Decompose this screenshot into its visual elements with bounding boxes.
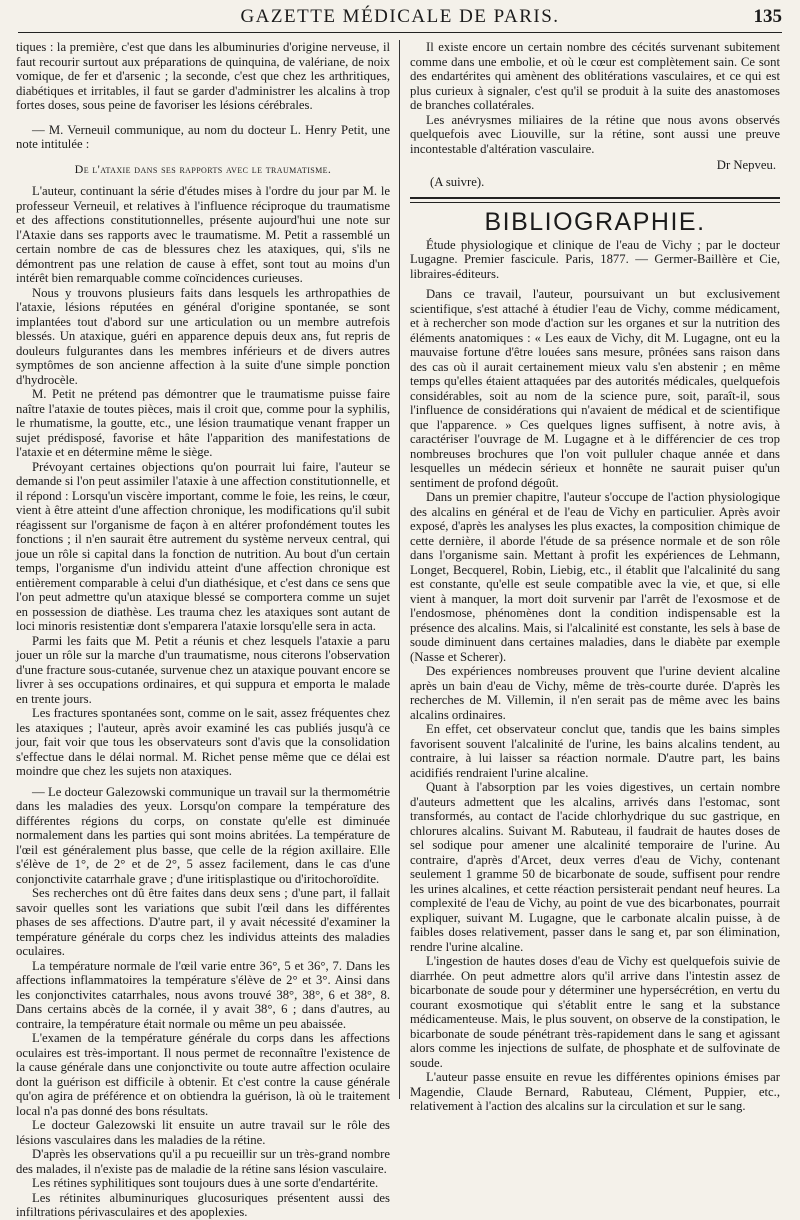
paragraph: Ses recherches ont dû être faites dans deux sens ; d'une part, il fallait savoir quelles sont les variations que subit l'œil dans les différentes phases de ses affections. D'autre part, il y avait nécessité d'examiner la température générale du corps chez les individus atteints des maladies oculaires.: [16, 886, 390, 958]
paragraph: — M. Verneuil communique, au nom du docteur L. Henry Petit, une note intitulée :: [16, 122, 390, 151]
paragraph: D'après les observations qu'il a pu recueillir sur un très-grand nombre des malades, il n'existe pas de maladie de la rétine sans lésion vasculaire.: [16, 1147, 390, 1176]
book-reference: Étude physiologique et clinique de l'eau de Vichy ; par le docteur Lugagne. Premier fascicule. Paris, 1877. — Germer-Baillère et Cie, libraires-éditeurs.: [410, 237, 780, 281]
paragraph: Dans ce travail, l'auteur, poursuivant un but exclusivement scientifique, s'est attaché à étudier l'eau de Vichy, comme médicament, et à rechercher son mode d'action sur les organes et sur la nutrition des éléments anatomiques : « Les eaux de Vichy, dit M. Lugagne, ont eu la mauvaise fortune d'être louées sans mesure, prônées sans raison dans des cas où il aurait certainement mieux valu s'en abstenir ; en même temps qu'elles étaient attaquées par des autorités médicales, quelquefois considérables, soit au nom de la science pure, soit, paraît-il, sous l'influence de considérations qui n'avaient de médical et de scientifique que l'apparence. » Ces quelques lignes suffisent, à notre avis, à caractériser l'ouvrage de M. Lugagne et à le différencier de ces trop nombreuses brochures que l'on voit pulluler chaque année et dans lesquelles un médecin sérieux et honnête ne saurait puiser qu'un sentiment de profond dégoût.: [410, 287, 780, 490]
section-separator: [410, 197, 780, 203]
column-divider: [399, 40, 400, 1099]
paragraph: — Le docteur Galezowski communique un travail sur la thermométrie dans les maladies des yeux. Lorsqu'on compare la température des différentes régions du corps, on constate qu'elle est diminuée normalement dans les parties qui sont moins abritées. La température de l'œil est généralement plus basse, que celle de la région axillaire. Elle s'élève de 1°, de 2° et de 2°, 5 assez facilement, dans le cas d'une conjonctivite catarrhale grave ; d'une iritisplastique ou d'iritochoroïdite.: [16, 784, 390, 886]
section-title: De l'ataxie dans ses rapports avec le traumatisme.: [74, 161, 332, 176]
page-number: 135: [753, 6, 782, 27]
paragraph: Il existe encore un certain nombre des cécités survenant subitement comme dans une embolie, et où le cœur est complètement sain. Ce sont des endartérites qui amènent des oblitérations vasculaires, et ce qui est plus curieux à signaler, c'est qu'il se produit à la suite des anastomoses de branches collatérales.: [410, 40, 780, 112]
page-header: [18, 6, 782, 33]
paragraph: Quant à l'absorption par les voies digestives, un certain nombre d'auteurs admettent que les alcalins, arrivés dans l'estomac, sont transformés, au contact de l'acide chlorhydrique du suc gastrique, en chlorures alcalins. Suivant M. Rabuteau, il faudrait de hautes doses de sel sodique pour amener une alcalinité temporaire de l'urine. Au contraire, d'après d'Arcet, deux verres d'eau de Vichy, contenant seulement 1 gramme 50 de bicarbonate de soude, suffisent pour rendre les urines alcalines, et cette réaction persisterait pendant neuf heures. La complexité de l'eau de Vichy, au point de vue des bicarbonates, pourrait expliquer, suivant M. Lugagne, que le carbonate alcalin puisse, à de faibles doses relativement, passer dans le sang et, par son élimination, rendre l'urine alcaline.: [410, 780, 780, 954]
to-be-continued: (A suivre).: [430, 174, 485, 189]
paragraph: Des expériences nombreuses prouvent que l'urine devient alcaline après un bain d'eau de Vichy, même de très-courte durée. D'après les recherches de M. Villemin, il n'en serait pas de même avec les bains alcalins ordinaires.: [410, 664, 780, 722]
running-head: GAZETTE MÉDICALE DE PARIS.: [240, 6, 560, 27]
signature: Dr Nepveu.: [716, 158, 776, 172]
right-column: [410, 40, 780, 1113]
paragraph: L'ingestion de hautes doses d'eau de Vichy est quelquefois suivie de diarrhée. On peut admettre alors qu'il arrive dans l'intestin assez de bicarbonate de soude pour y déterminer une hypersécrétion, en vertu du courant exosmotique qui s'établit entre le sang et la substance médicamenteuse. Mais, le plus souvent, on observe de la constipation, le bicarbonate de soude pénétrant très-rapidement dans le sang et agissant alors comme les injections de sulfate, de phosphate et de sulfovinate de soude.: [410, 954, 780, 1070]
paragraph: Les anévrysmes miliaires de la rétine que nous avons observés quelquefois avec Liouville, sur la rétine, sont aussi une preuve incontestable d'altération vasculaire.: [410, 112, 780, 156]
paragraph: M. Petit ne prétend pas démontrer que le traumatisme puisse faire naître l'ataxie de toutes pièces, mais il croit que, comme pour la syphilis, le rhumatisme, la goutte, etc., une lésion traumatique venant frapper un sujet prédisposé, favorise et hâte l'apparition des manifestations de l'ataxie et en détermine même le siège.: [16, 387, 390, 459]
paragraph: L'auteur, continuant la série d'études mises à l'ordre du jour par M. le professeur Verneuil, et relatives à l'influence réciproque du traumatisme et des affections constitutionnelles, présente aujourd'hui une note sur l'Ataxie dans ses rapports avec le traumatisme. M. Petit a rassemblé un certain nombre de cas de blessures chez les ataxiques, qui, s'ils ne démontrent pas une relation de cause à effet, sont tout au moins d'un intérêt bien remarquable comme coïncidences curieuses.: [16, 184, 390, 285]
left-column: [16, 40, 390, 1219]
paragraph: En effet, cet observateur conclut que, tandis que les bains simples favorisent souvent l'alcalinité de l'urine, les bains alcalins tendent, au contraire, à lui laisser sa réaction normale. D'autre part, les bains acidifiés rendraient l'urine alcaline.: [410, 722, 780, 780]
paragraph: Les fractures spontanées sont, comme on le sait, assez fréquentes chez les ataxiques ; l'auteur, après avoir examiné les cas publiés jusqu'à ce jour, fait voir que tous les observateurs sont d'avis que la consolidation s'effectue dans le délai normal. M. Richet pense même que ce délai est moindre que chez les sujets non ataxiques.: [16, 706, 390, 778]
paragraph: Prévoyant certaines objections qu'on pourrait lui faire, l'auteur se demande si l'on peut assimiler l'ataxie à une affection constitutionnelle, et il répond : Lorsqu'un viscère important, comme le foie, les reins, le cœur, vient à être atteint d'une affection chronique, les modifications qu'il subit réagissent sur l'organisme de façon à en altérer profondément toutes les fonctions ; il n'en saurait être autrement du système nerveux central, qui joue un rôle si capital dans la fonction de nutrition. Au bout d'un certain temps, l'organisme d'un individu atteint d'une affection chronique est entièrement comparable à celui d'un diathésique, et c'est dans ce sens que l'on peut admettre qu'un ataxique blessé se comportera comme un sujet en possession de diathèse. Les trauma chez les ataxiques sont autant de loci minoris resistentiæ dont s'emparera l'ataxie lorsqu'elle sera in acta.: [16, 459, 390, 633]
paragraph: L'examen de la température générale du corps dans les affections oculaires est très-important. Il nous permet de reconnaître l'existence de la cause générale dans une conjonctivite ou toute autre affection oculaire dont la guérison est difficile à obtenir. Et c'est contre la cause générale qu'on agira de préférence et on obtiendra la guérison, là où le traitement local n'a pas donné des bons résultats.: [16, 1031, 390, 1118]
paragraph: Le docteur Galezowski lit ensuite un autre travail sur le rôle des lésions vasculaires dans les maladies de la rétine.: [16, 1118, 390, 1147]
paragraph: Nous y trouvons plusieurs faits dans lesquels les arthropathies de l'ataxie, lésions réputées en général d'origine spontanée, se sont implantées tout d'abord sur une articulation ou un membre autrefois blessés. Un ataxique, guéri en apparence depuis deux ans, fut repris de douleurs fulgurantes dans les membres inférieurs et de divers autres symptômes de son ancienne affection à la suite d'une simple ponction d'hydrocèle.: [16, 285, 390, 387]
paragraph: L'auteur passe ensuite en revue les différentes opinions émises par Magendie, Claude Bernard, Rabuteau, Clément, Puppier, etc., relativement à l'action des alcalins sur la circulation et sur le sang.: [410, 1070, 780, 1113]
bibliography-heading: BIBLIOGRAPHIE.: [484, 208, 706, 236]
paragraph: Les rétinites albuminuriques glucosuriques présentent aussi des infiltrations périvasculaires et des apoplexies.: [16, 1190, 390, 1219]
paragraph: Les rétines syphilitiques sont toujours dues à une sorte d'endartérite.: [32, 1176, 379, 1190]
paragraph: Dans un premier chapitre, l'auteur s'occupe de l'action physiologique des alcalins en général et de l'eau de Vichy en particulier. Après avoir exposé, d'après les analyses les plus exactes, la composition chimique de cette dernière, il aborde l'étude de sa présence normale et de son rôle dans l'organisme sain. Mettant à profit les expériences de Lehmann, Longet, Becquerel, Robin, Liebig, etc., il établit que l'alcalinité du sang est constante, qu'elle est seule compatible avec la vie, et que, si elle vient à manquer, la mort doit survenir par l'arrêt de l'exosmose et de l'endosmose, phénomènes dont la condition indispensable est la présence des alcalins. Mais, si l'alcalinité est constante, les sels à base de soude diminuent dans certaines maladies, dans le diabète par exemple (Nasse et Scherer).: [410, 490, 780, 664]
paragraph: tiques : la première, c'est que dans les albuminuries d'origine nerveuse, il faut recourir surtout aux préparations de quinquina, de valériane, de noix vomique, de fer et d'arsenic ; la seconde, c'est que chez les arthritiques, diabétiques et irritables, il faut se garder d'administrer les alcalins à trop fortes doses, sous peine de favoriser les lésions cérébrales.: [16, 40, 390, 112]
paragraph: Parmi les faits que M. Petit a réunis et chez lesquels l'ataxie a paru jouer un rôle sur la marche d'un traumatisme, nous citerons l'observation d'une fracture sous-cutanée, survenue chez un ataxique pouvant encore se livrer à ses occupations ordinaires, et qui suppura et emporta le malade en trente jours.: [16, 633, 390, 706]
paragraph: La température normale de l'œil varie entre 36°, 5 et 36°, 7. Dans les affections inflammatoires la température s'élève de 2° et 3°. Ainsi dans les conjonctivites catarrhales, nous avons trouvé 38°, 38°, 6 et 38°, 8. Dans certains abcès de la cornée, il y avait 38°, 6 ; dans d'autres, au contraire, la température était normale ou même un peu abaissée.: [16, 958, 390, 1031]
